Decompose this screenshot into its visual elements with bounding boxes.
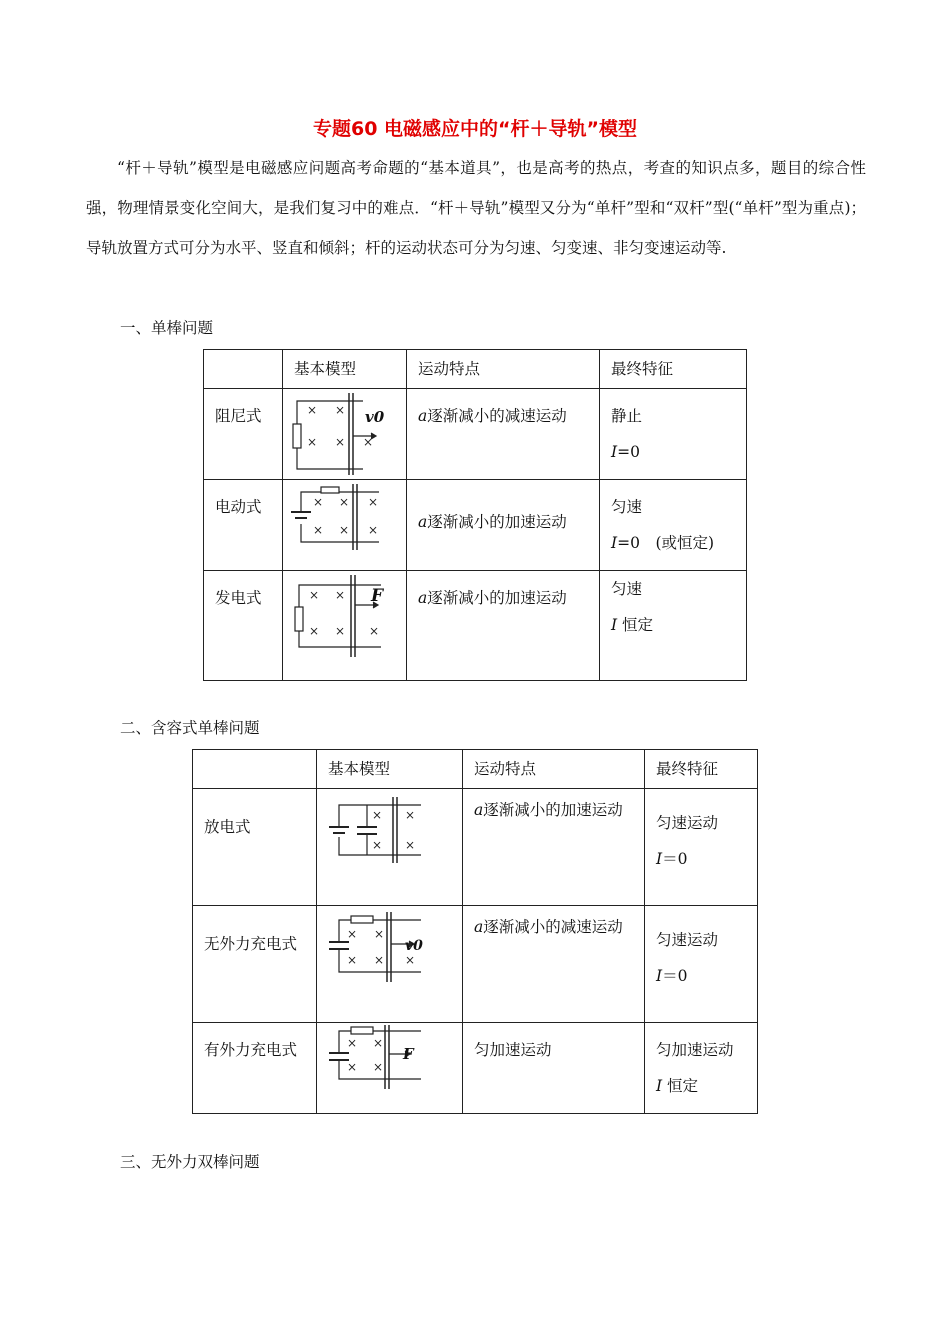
svg-text:×: ×	[313, 495, 324, 509]
header-empty	[193, 750, 316, 754]
page-title: 专题60 电磁感应中的“杆＋导轨”模型	[312, 118, 638, 140]
force-label: F	[403, 1045, 414, 1063]
section1-heading: 一、单棒问题	[120, 319, 214, 337]
motion-cell: 匀加速运动	[474, 1041, 552, 1059]
table-row	[204, 389, 747, 480]
discharge-circuit-diagram	[317, 789, 461, 903]
svg-text:×: ×	[307, 435, 318, 449]
section3-heading: 三、无外力双棒问题	[120, 1153, 260, 1171]
final-cell: 匀加速运动 I 恒定	[656, 1041, 734, 1095]
motion-cell: a逐渐减小的减速运动	[474, 918, 623, 936]
intro-paragraph	[86, 148, 866, 268]
header-motion: 运动特点	[474, 760, 537, 778]
final-cell: 静止 I=0	[611, 407, 643, 461]
section2-heading: 二、含容式单棒问题	[120, 719, 260, 737]
table-row	[193, 1023, 758, 1114]
table-row	[193, 789, 758, 906]
final-cell: 匀速运动 I＝0	[656, 814, 719, 868]
svg-text:×: ×	[363, 435, 374, 449]
header-final: 最终特征	[656, 760, 719, 778]
table-header-row	[193, 750, 758, 789]
row-name: 有外力充电式	[204, 1041, 298, 1059]
header-model: 基本模型	[328, 760, 391, 778]
damping-circuit-diagram	[283, 389, 405, 475]
row-name: 放电式	[204, 818, 251, 836]
force-label: F	[371, 586, 384, 606]
table-row	[204, 480, 747, 571]
final-cell: 匀速运动 I＝0	[656, 931, 719, 985]
svg-text:×: ×	[335, 435, 346, 449]
svg-text:×: ×	[372, 808, 383, 822]
single-rod-table	[203, 349, 747, 681]
velocity-label: v0	[365, 408, 385, 426]
svg-text:×: ×	[347, 927, 358, 941]
generator-circuit-diagram	[283, 571, 405, 677]
row-name: 无外力充电式	[204, 935, 298, 953]
svg-text:×: ×	[369, 624, 380, 638]
svg-text:×: ×	[339, 523, 350, 537]
svg-text:×: ×	[347, 1036, 358, 1050]
motor-circuit-diagram	[283, 480, 405, 566]
header-empty	[204, 350, 282, 354]
svg-text:×: ×	[335, 588, 346, 602]
capacitor-rod-table	[192, 749, 758, 1114]
svg-text:×: ×	[405, 953, 416, 967]
header-final: 最终特征	[611, 360, 674, 378]
svg-text:×: ×	[347, 1060, 358, 1074]
svg-text:×: ×	[309, 624, 320, 638]
header-motion: 运动特点	[418, 360, 481, 378]
svg-text:×: ×	[368, 495, 379, 509]
forced-charge-circuit-diagram	[317, 1023, 461, 1111]
svg-text:×: ×	[307, 403, 318, 417]
svg-text:×: ×	[368, 523, 379, 537]
intro-text: “杆＋导轨”模型是电磁感应问题高考命题的“基本道具”，也是高考的热点，考查的知识点多，题目的综合性强，物理情景变化空间大，是我们复习中的难点．“杆＋导轨”模型又分为“单杆”型和“双杆”型(“单杆”型为重点)；导轨放置方式可分为水平、竖直和倾斜；杆的运动状态可分为匀速、匀变速、非匀变速运动等.	[86, 159, 866, 257]
svg-text:×: ×	[335, 624, 346, 638]
velocity-label: v0	[405, 938, 423, 954]
motion-cell: a逐渐减小的加速运动	[474, 801, 623, 819]
motion-cell: a逐渐减小的加速运动	[418, 513, 567, 531]
header-model: 基本模型	[294, 360, 357, 378]
svg-text:×: ×	[373, 1036, 384, 1050]
row-name: 阻尼式	[215, 407, 262, 425]
svg-text:×: ×	[373, 1060, 384, 1074]
motion-cell: a逐渐减小的减速运动	[418, 407, 567, 425]
table-header-row	[204, 350, 747, 389]
svg-text:×: ×	[374, 927, 385, 941]
svg-text:×: ×	[405, 808, 416, 822]
svg-text:×: ×	[347, 953, 358, 967]
row-name: 电动式	[215, 498, 262, 516]
svg-text:×: ×	[313, 523, 324, 537]
svg-text:×: ×	[405, 838, 416, 852]
final-cell: 匀速 I 恒定	[611, 580, 654, 634]
table-row	[193, 906, 758, 1023]
svg-text:×: ×	[372, 838, 383, 852]
svg-text:×: ×	[335, 403, 346, 417]
unforced-charge-circuit-diagram	[317, 906, 461, 1020]
svg-text:×: ×	[339, 495, 350, 509]
svg-text:×: ×	[374, 953, 385, 967]
final-cell: 匀速 I=0 (或恒定)	[611, 498, 715, 552]
table-row	[204, 571, 747, 681]
row-name: 发电式	[215, 589, 262, 607]
svg-text:×: ×	[309, 588, 320, 602]
motion-cell: a逐渐减小的加速运动	[418, 589, 567, 607]
